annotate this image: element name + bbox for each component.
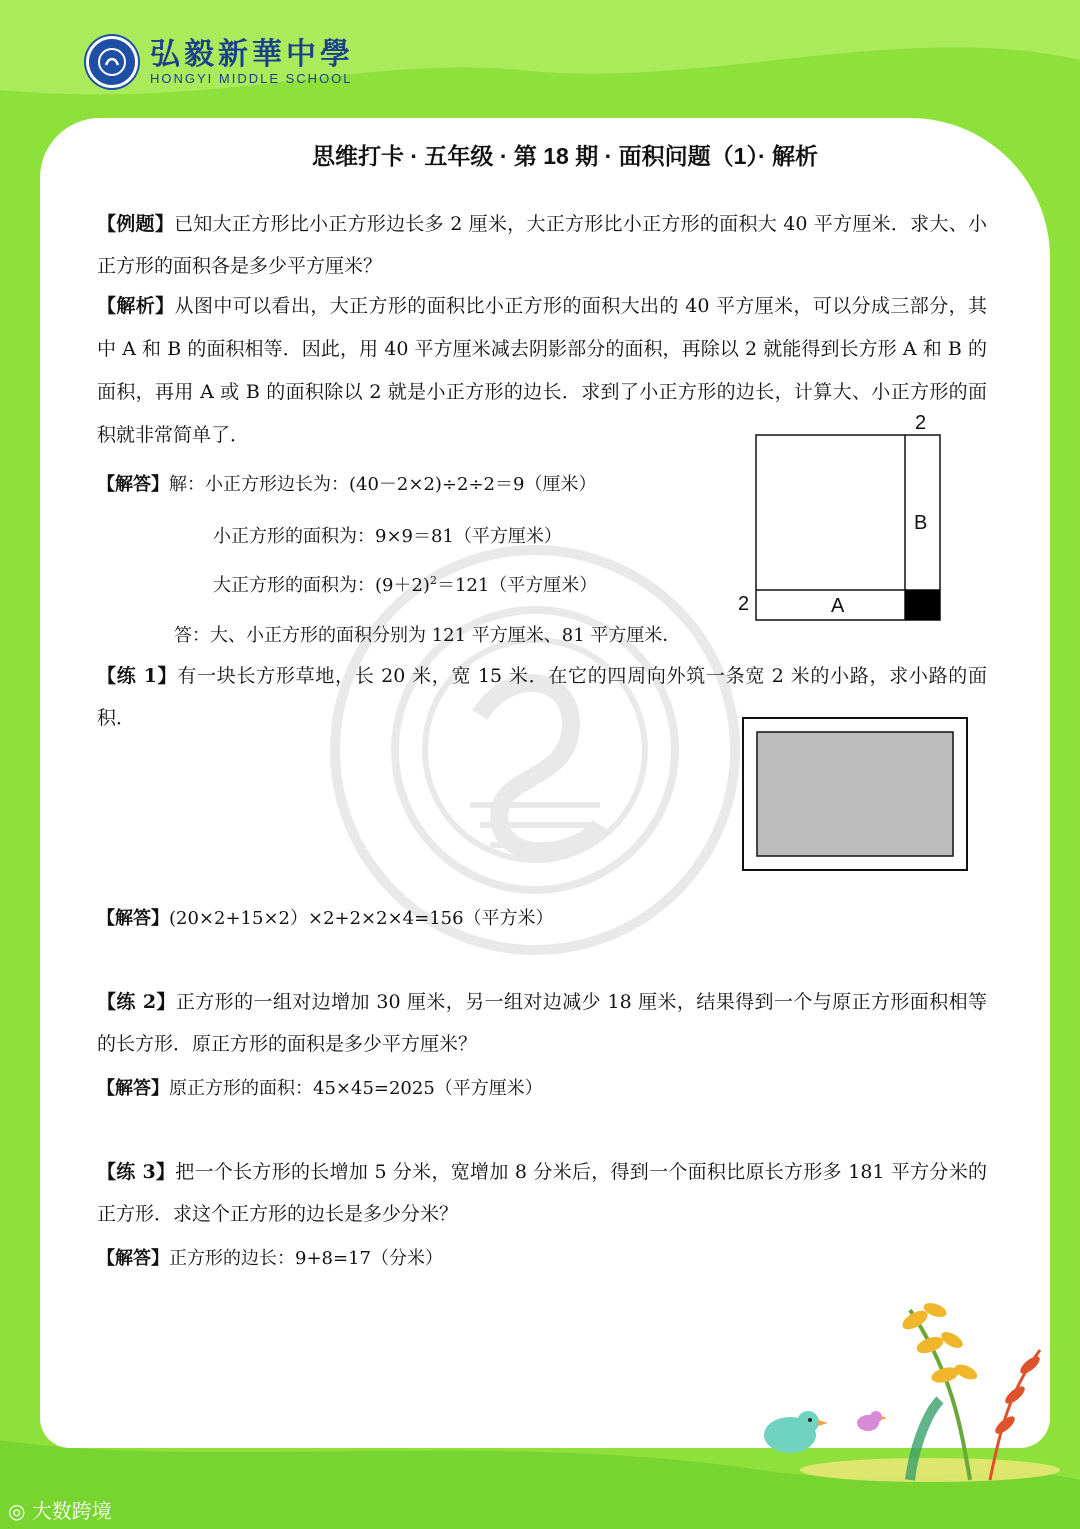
practice-1-text: 有一块长方形草地，长 20 米，宽 15 米．在它的四周向外筑一条宽 2 米的小路，求小路的面积． bbox=[97, 665, 987, 729]
practice-3-answer-tag: 【解答】 bbox=[97, 1248, 169, 1269]
small-bird-icon bbox=[857, 1411, 887, 1431]
footer-watermark bbox=[8, 1495, 112, 1524]
solution-step-3-exponent: 2 bbox=[429, 574, 437, 587]
practice-3-answer bbox=[97, 1244, 443, 1270]
example-problem bbox=[97, 203, 987, 287]
practice-1-answer-tag: 【解答】 bbox=[97, 908, 169, 929]
squares-figure bbox=[735, 410, 955, 630]
footer-logo-icon: ◎ bbox=[8, 1499, 26, 1523]
solution-step-2: 小正方形的面积为：9×9＝81（平方厘米） bbox=[213, 526, 562, 547]
footer-text: 大数跨境 bbox=[31, 1499, 112, 1523]
lawn-rectangle bbox=[757, 732, 953, 856]
practice-2-tag: 【练 2】 bbox=[97, 991, 176, 1013]
school-logo bbox=[86, 36, 354, 88]
practice-3-answer-text: 正方形的边长：9+8=17（分米） bbox=[169, 1248, 443, 1269]
solution-step-1: 解：小正方形边长为：(40－2×2)÷2÷2＝9（厘米） bbox=[169, 474, 597, 495]
practice-3 bbox=[97, 1151, 987, 1235]
solution-step-3b: ＝121（平方厘米） bbox=[436, 575, 598, 596]
figure-top-label: 2 bbox=[915, 412, 927, 434]
school-watermark-seal bbox=[330, 545, 740, 955]
shaded-corner-square bbox=[905, 590, 940, 620]
practice-3-text: 把一个长方形的长增加 5 分米，宽增加 8 分米后，得到一个面积比原长方形多 181 平方分米的正方形．求这个正方形的边长是多少分米？ bbox=[97, 1161, 987, 1225]
example-text: 已知大正方形比小正方形边长多 2 厘米，大正方形比小正方形的面积大 40 平方厘米．求大、小正方形的面积各是多少平方厘米？ bbox=[97, 213, 987, 277]
page-title: 思维打卡 · 五年级 · 第 18 期 · 面积问题（1）· 解析 bbox=[311, 143, 819, 169]
figure-left-label: 2 bbox=[738, 593, 750, 615]
example-tag: 【例题】 bbox=[97, 213, 175, 235]
analysis-tag: 【解析】 bbox=[97, 295, 175, 317]
solution-line-1 bbox=[97, 470, 596, 496]
practice-2-answer-text: 原正方形的面积：45×45=2025（平方厘米） bbox=[169, 1078, 543, 1099]
practice-2-answer-tag: 【解答】 bbox=[97, 1078, 169, 1099]
plant-bird-decoration bbox=[740, 1280, 1070, 1490]
figure-label-b: B bbox=[914, 512, 928, 534]
school-emblem-icon bbox=[86, 36, 138, 88]
school-name-cn: 弘毅新華中學 bbox=[150, 36, 354, 72]
practice-3-tag: 【练 3】 bbox=[97, 1161, 176, 1183]
figure-label-a: A bbox=[831, 595, 845, 617]
solution-line-3 bbox=[213, 571, 597, 597]
practice-2 bbox=[97, 981, 987, 1065]
practice-1-answer bbox=[97, 904, 554, 930]
practice-1-tag: 【练 1】 bbox=[97, 665, 178, 687]
practice-1-answer-text: (20×2+15×2）×2+2×2×4=156（平方米） bbox=[169, 908, 554, 929]
solution-tag: 【解答】 bbox=[97, 474, 169, 495]
solution-answer: 答：大、小正方形的面积分别为 121 平方厘米、81 平方厘米． bbox=[174, 625, 681, 646]
practice-2-answer bbox=[97, 1074, 543, 1100]
solution-step-3a: 大正方形的面积为：(9＋2) bbox=[213, 575, 430, 596]
lawn-path-figure bbox=[742, 717, 968, 871]
practice-2-text: 正方形的一组对边增加 30 厘米，另一组对边减少 18 厘米，结果得到一个与原正方形面积相等的长方形．原正方形的面积是多少平方厘米？ bbox=[97, 991, 988, 1055]
bird-icon bbox=[764, 1411, 828, 1453]
school-name-en: HONGYI MIDDLE SCHOOL bbox=[150, 70, 353, 86]
analysis-text: 从图中可以看出，大正方形的面积比小正方形的面积大出的 40 平方厘米，可以分成三部分，其中 A 和 B 的面积相等．因此，用 40 平方厘米减去阴影部分的面积，再除以 2 就能得到长方形 A 和 B 的面积，再用 A 或 B 的面积除以 2 就是小正方形的边长．求到了小正方形的边长，计算大、小正方形的面积就非常简单了． bbox=[97, 295, 987, 446]
